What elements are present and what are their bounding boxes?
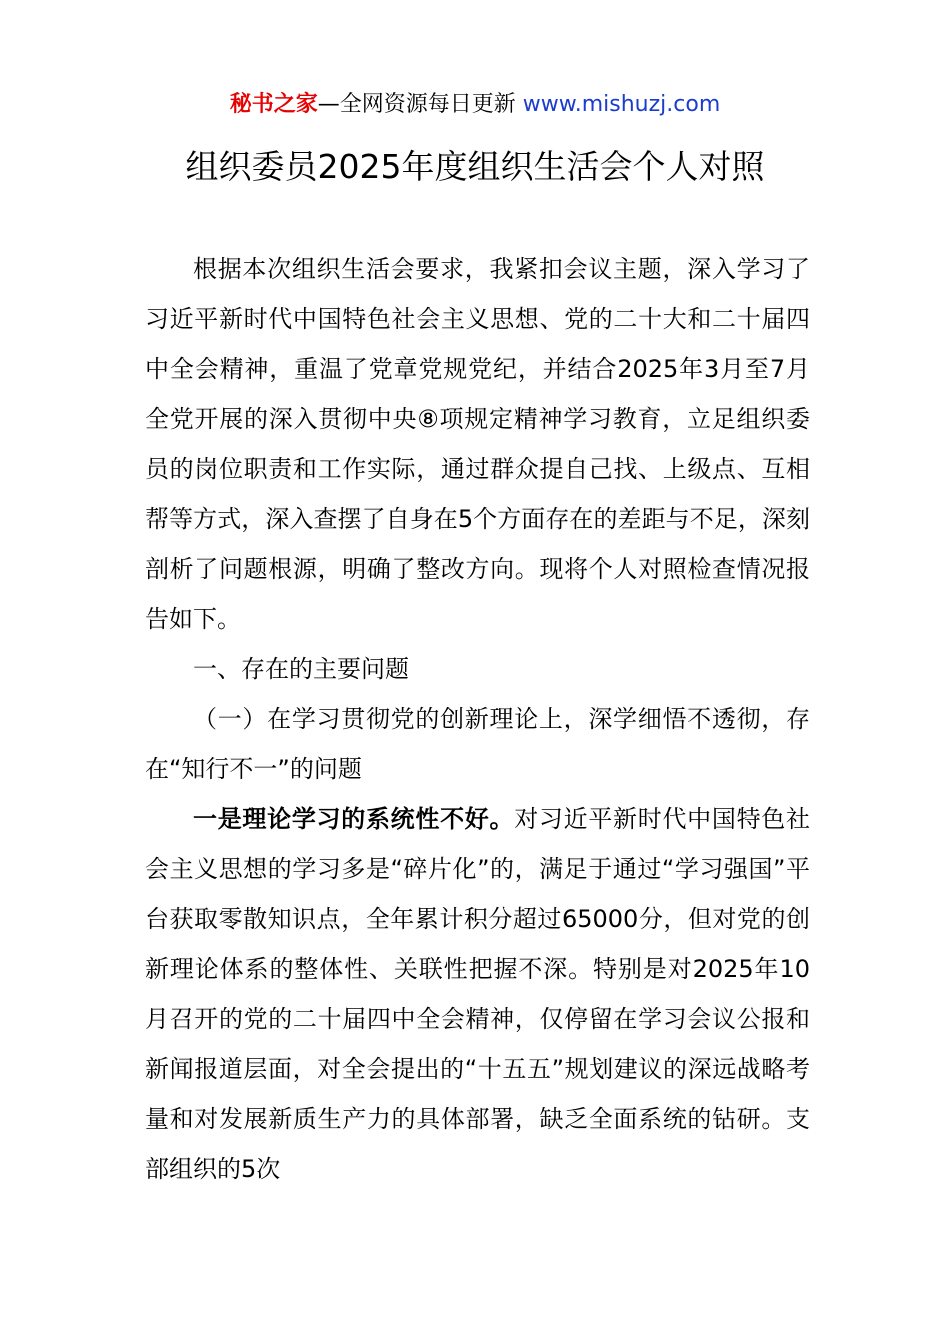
header-tagline: —全网资源每日更新	[317, 92, 523, 117]
site-header	[0, 88, 950, 122]
brand-name: 秘书之家	[229, 92, 318, 117]
point-body: 对习近平新时代中国特色社会主义思想的学习多是“碎片化”的，满足于通过“学习强国”平台获取零散知识点，全年累计积分超过65000分，但对党的创新理论体系的整体性、关联性把握不深。特别是对2025年10月召开的党的二十届四中全会精神，仅停留在学习会议公报和新闻报道层面，对全会提出的“十五五”规划建议的深远战略考量和对发展新质生产力的具体部署，缺乏全面系统的钻研。支部组织的5次	[145, 805, 811, 1183]
document-body	[145, 244, 810, 1194]
point-lead: 一是理论学习的系统性不好。	[193, 805, 515, 833]
site-url-link[interactable]: www.mishuzj.com	[522, 92, 721, 117]
point-paragraph	[145, 794, 810, 1194]
intro-paragraph: 根据本次组织生活会要求，我紧扣会议主题，深入学习了习近平新时代中国特色社会主义思想、党的二十大和二十届四中全会精神，重温了党章党规党纪，并结合2025年3月至7月全党开展的深入贯彻中央⑧项规定精神学习教育，立足组织委员的岗位职责和工作实际，通过群众提自己找、上级点、互相帮等方式，深入查摆了自身在5个方面存在的差距与不足，深刻剖析了问题根源，明确了整改方向。现将个人对照检查情况报告如下。	[145, 255, 810, 633]
section-heading: 一、存在的主要问题	[193, 655, 409, 683]
document-title: 组织委员2025年度组织生活会个人对照	[185, 147, 765, 186]
subsection-heading: （一）在学习贯彻党的创新理论上，深学细悟不透彻，存在“知行不一”的问题	[145, 705, 810, 783]
